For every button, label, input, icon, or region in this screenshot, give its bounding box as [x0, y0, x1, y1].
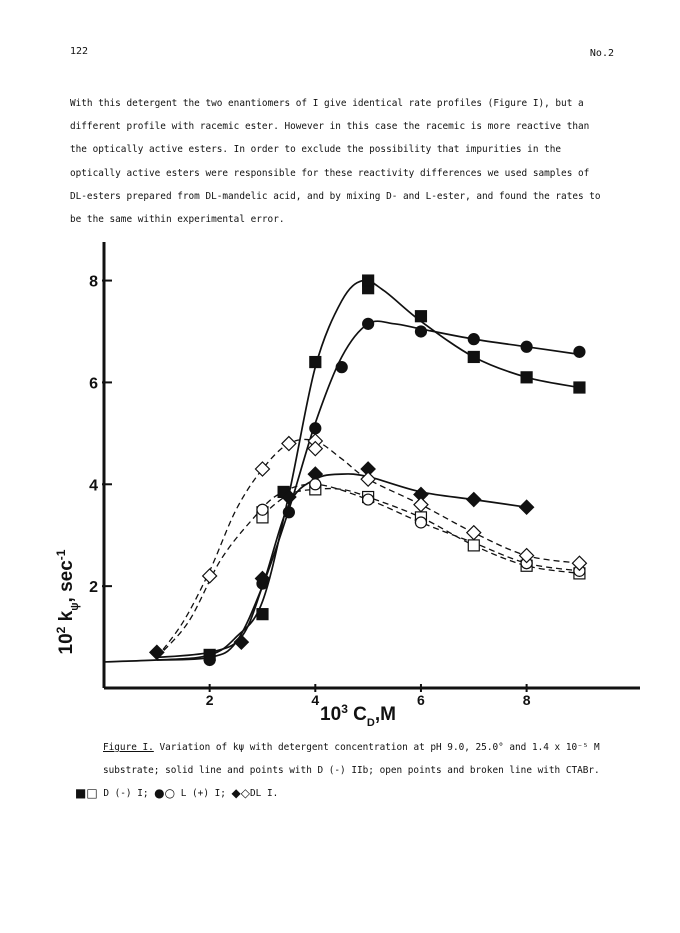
data-point-open-circle: [363, 494, 374, 505]
legend-text: D (-) I;: [97, 788, 155, 799]
series-line-filled-circle: [157, 321, 580, 660]
data-point-filled-circle: [336, 362, 347, 373]
legend-text: L (+) I;: [175, 788, 232, 799]
data-point-open-square: [468, 540, 479, 551]
caption-text: Variation of kψ with detergent concentration at pH 9.0, 25.0° and 1.4 x 10⁻⁵ M: [153, 742, 600, 753]
caption-legend: [75, 782, 643, 805]
paragraph-line: different profile with racemic ester. However in this case the racemic is more reactive than: [70, 121, 590, 133]
y-axis-label: $10^2$ $k_\psi$, $\sec^{-1}$: [54, 549, 81, 655]
series-line-open-circle: [157, 484, 580, 657]
issue-number: No.2: [589, 48, 614, 59]
data-point-filled-diamond: [467, 493, 481, 507]
x-tick-label: 8: [522, 692, 531, 708]
data-point-filled-circle: [283, 507, 294, 518]
data-point-filled-square: [415, 311, 426, 322]
data-point-filled-circle: [310, 423, 321, 434]
data-point-filled-circle: [204, 654, 215, 665]
data-point-filled-square: [521, 372, 532, 383]
body-paragraph: [70, 92, 618, 231]
data-point-open-diamond: [255, 462, 269, 476]
data-point-filled-circle: [521, 341, 532, 352]
page-number: 122: [70, 46, 89, 57]
paragraph-line: optically active esters were responsible for these reactivity differences we used samples of: [70, 167, 590, 179]
data-point-filled-square: [257, 609, 268, 620]
figure-label: Figure I.: [103, 742, 154, 753]
x-tick-label: 2: [205, 692, 214, 708]
caption-line-1: [103, 736, 643, 759]
paragraph-line: With this detergent the two enantiomers of I give identical rate profiles (Figure I), but a: [70, 98, 584, 109]
legend-text: DL I.: [250, 788, 279, 799]
data-point-filled-circle: [363, 318, 374, 329]
data-point-open-diamond: [282, 437, 296, 451]
data-point-open-circle: [257, 504, 268, 515]
paragraph-line: be the same within experimental error.: [70, 214, 285, 226]
data-point-filled-square: [310, 357, 321, 368]
circle-markers-icon: ●○: [154, 786, 176, 800]
square-markers-icon: ■□: [75, 786, 98, 800]
data-point-filled-circle: [574, 346, 585, 357]
paragraph-line: the optically active esters. In order to exclude the possibility that impurities in the: [70, 144, 562, 156]
y-tick-label: 2: [89, 579, 98, 597]
figure-caption: [75, 736, 643, 805]
y-tick-label: 8: [89, 273, 98, 291]
data-point-open-diamond: [361, 472, 375, 486]
paragraph-line: DL-esters prepared from DL-mandelic acid, and by mixing D- and L-ester, and found the rates to: [70, 190, 601, 202]
data-point-open-circle: [310, 479, 321, 490]
diamond-markers-icon: ◆◇: [231, 786, 251, 800]
data-point-open-diamond: [467, 526, 481, 540]
data-point-open-circle: [415, 517, 426, 528]
data-point-filled-square: [363, 275, 374, 286]
caption-line-2: substrate; solid line and points with D (-) IIb; open points and broken line with CTABr.: [103, 765, 600, 776]
data-point-filled-square: [468, 351, 479, 362]
y-tick-label: 6: [89, 375, 98, 393]
x-tick-label: 4: [311, 692, 320, 708]
data-point-filled-square: [574, 382, 585, 393]
figure: [40, 232, 640, 736]
data-point-filled-diamond: [520, 500, 534, 514]
data-point-filled-circle: [468, 334, 479, 345]
x-tick-label: 6: [417, 692, 425, 708]
y-tick-label: 4: [89, 477, 98, 495]
data-point-open-diamond: [414, 498, 428, 512]
x-axis-label: $10^3$ $C_D,M$: [320, 702, 396, 729]
rate-profile-chart: [40, 232, 640, 732]
data-point-filled-circle: [415, 326, 426, 337]
